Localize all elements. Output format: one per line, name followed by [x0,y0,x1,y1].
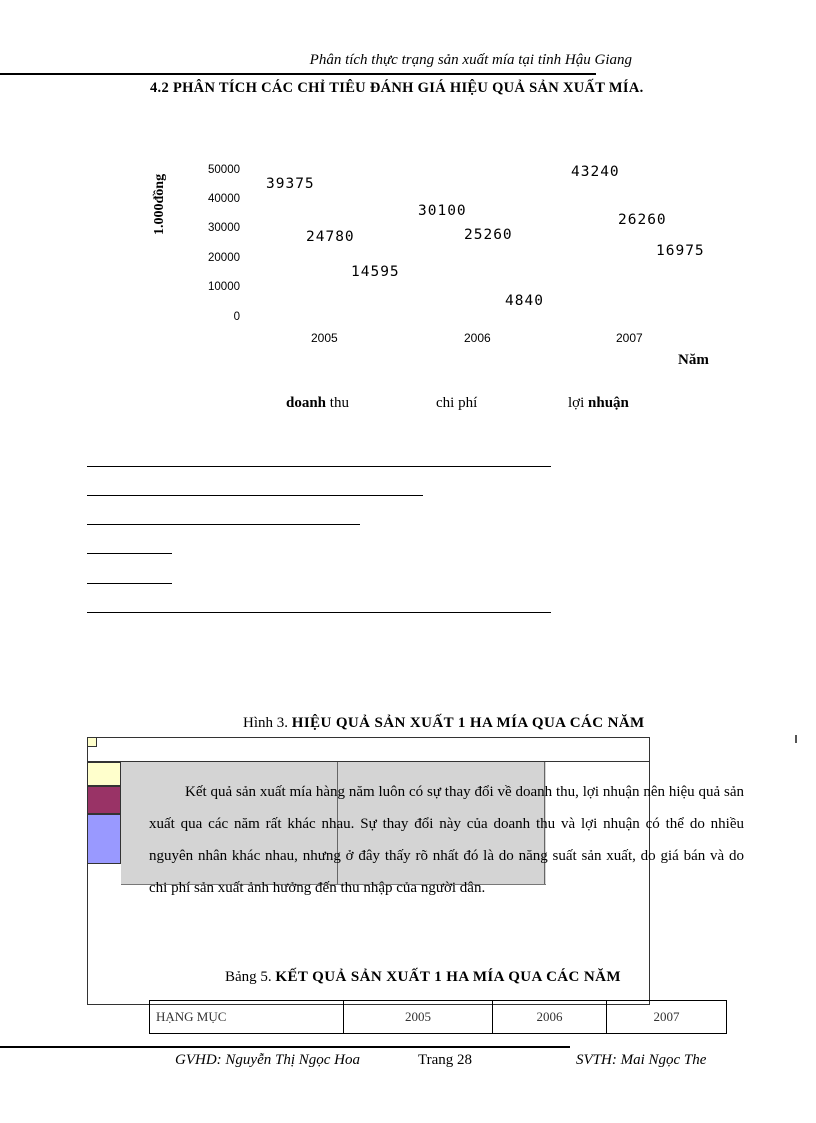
x-tick-label: 2006 [464,331,491,345]
footer-student: SVTH: Mai Ngọc The [576,1052,707,1068]
blank-line [87,495,423,496]
legend-swatch-profit [87,814,121,864]
table-header-cell: HẠNG MỤC [150,1001,344,1034]
blank-line [87,553,172,554]
data-label-cost-2007: 26260 [618,212,667,228]
section-title: 4.2 PHÂN TÍCH CÁC CHỈ TIÊU ĐÁNH GIÁ HIỆU QUẢ SẢN XUẤT MÍA. [150,80,644,96]
y-tick-label: 50000 [208,164,240,176]
chart-frame-header [87,737,650,762]
blank-line [87,583,172,584]
x-tick-label: 2007 [616,331,643,345]
legend-item-profit: lợi nhuận [568,395,629,411]
header-rule [0,73,596,75]
data-label-profit-2005: 14595 [351,264,400,280]
y-tick-label: 10000 [208,281,240,293]
margin-mark [795,735,797,743]
table-caption: Bảng 5. KẾT QUẢ SẢN XUẤT 1 HA MÍA QUA CÁC NĂM [225,969,621,985]
table-header-cell: 2007 [607,1001,727,1034]
data-label-cost-2006: 25260 [464,227,513,243]
running-header: Phân tích thực trạng sản xuất mía tại tỉnh Hậu Giang [309,52,632,68]
blank-line [87,612,551,613]
data-label-cost-2005: 24780 [306,229,355,245]
results-table [149,1000,727,1034]
y-tick-label: 30000 [208,222,240,234]
blank-line [87,524,360,525]
data-label-profit-2007: 16975 [656,243,705,259]
chart-y-axis-label: 1.000đồng [152,173,167,235]
table-header-cell: 2005 [344,1001,493,1034]
footer-page: Trang 28 [418,1052,473,1068]
footer-advisor: GVHD: Nguyễn Thị Ngọc Hoa [175,1052,360,1068]
frame-handle [87,737,97,747]
chart-x-axis-label: Năm [678,352,709,368]
data-label-profit-2006: 4840 [505,293,544,309]
footer-rule [0,1046,570,1048]
legend-item-cost: chi phí [436,395,478,411]
data-label-revenue-2005: 39375 [266,176,315,192]
y-tick-label: 40000 [208,193,240,205]
table-header-row [150,1001,727,1034]
legend-swatch-revenue [87,762,121,786]
x-tick-label: 2005 [311,331,338,345]
data-label-revenue-2006: 30100 [418,203,467,219]
data-label-revenue-2007: 43240 [571,164,620,180]
figure-caption: Hình 3. HIỆU QUẢ SẢN XUẤT 1 HA MÍA QUA CÁC NĂM [243,715,645,731]
blank-line [87,466,551,467]
legend-swatch-cost [87,786,121,814]
body-paragraph: Kết quả sản xuất mía hàng năm luôn có sự thay đổi về doanh thu, lợi nhuận nên hiệu quả sản xuất qua các năm rất khác nhau. Sự thay đổi này của doanh thu và lợi nhuận có thể do nhiều nguyên nhân khác nhau, nhưng ở đây thấy rõ nhất đó là do năng suất sản xuất, do giá bán và do chi phí sản xuất ảnh hưởng đến thu nhập của người dân. [149,784,744,896]
legend-item-revenue: doanh thu [286,395,349,411]
y-tick-label: 20000 [208,252,240,264]
table-header-cell: 2006 [493,1001,607,1034]
y-tick-label: 0 [233,311,240,323]
